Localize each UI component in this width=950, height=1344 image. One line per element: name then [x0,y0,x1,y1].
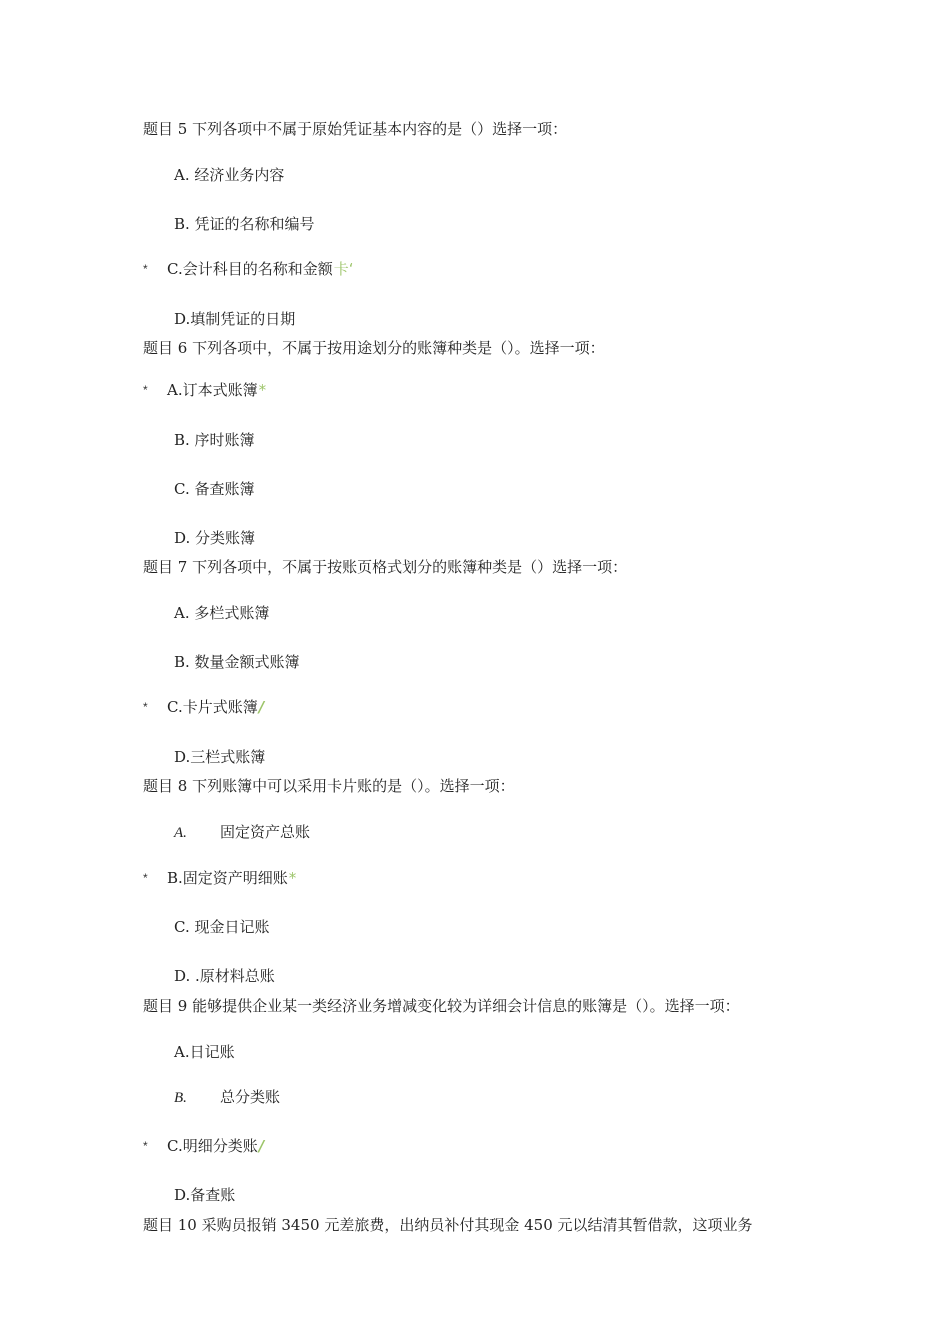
q8-selected-star: * [143,871,148,885]
q9-option-c [167,1136,264,1156]
q8-option-b [167,868,296,888]
q7-selected-star: * [143,700,148,714]
q8-option-d: D. .原材料总账 [174,967,275,985]
q6-option-d: D. 分类账簿 [174,529,256,547]
q9-option-c-label: C.明细分类账 [167,1137,258,1155]
q8-option-a-letter: A. [174,825,187,841]
q8-option-a-text: 固定资产总账 [220,823,311,841]
question-6-title: 题目 6 下列各项中，不属于按用途划分的账簿种类是（）。选择一项： [143,339,605,357]
q7-option-c [167,697,264,717]
q8-option-c: C. 现金日记账 [174,918,270,936]
question-9-title: 题目 9 能够提供企业某一类经济业务增减变化较为详细会计信息的账簿是（）。选择一项： [143,997,740,1015]
q6-option-c: C. 备查账簿 [174,480,255,498]
q8-option-b-label: B.固定资产明细账 [167,869,288,887]
q9-check-icon: / [258,1137,265,1155]
q9-option-a: A.日记账 [174,1043,235,1061]
q5-option-b: B. 凭证的名称和编号 [174,215,315,233]
question-7-title: 题目 7 下列各项中，不属于按账页格式划分的账簿种类是（）选择一项： [143,558,628,576]
q9-option-b [174,1087,280,1108]
q5-correct-mark: 卡‘ [333,260,354,278]
q9-option-b-letter: B. [174,1090,187,1106]
question-5-title: 题目 5 下列各项中不属于原始凭证基本内容的是（）选择一项： [143,120,568,138]
q6-option-a-label: A.订本式账簿 [167,381,258,399]
q8-option-a [174,822,310,843]
q5-option-c [167,259,354,279]
q6-option-b: B. 序时账簿 [174,431,255,449]
q5-option-d: D.填制凭证的日期 [174,310,296,328]
q6-option-a [167,380,266,400]
q7-check-icon: / [258,698,265,716]
q6-selected-star: * [143,383,148,397]
q7-option-b: B. 数量金额式账簿 [174,653,300,671]
q9-option-b-text: 总分类账 [220,1088,281,1106]
q9-option-d: D.备查账 [174,1186,236,1204]
q5-option-a: A. 经济业务内容 [174,166,285,184]
q5-selected-star: * [143,262,148,276]
q7-option-c-label: C.卡片式账簿 [167,698,258,716]
question-8-title: 题目 8 下列账簿中可以采用卡片账的是（）。选择一项： [143,777,515,795]
q5-option-c-label: C.会计科目的名称和金额 [167,260,333,278]
q6-correct-mark: * [258,381,267,399]
q7-option-d: D.三栏式账簿 [174,748,266,766]
q8-correct-mark: * [288,869,297,887]
question-10-title: 题目 10 采购员报销 3450 元差旅费，出纳员补付其现金 450 元以结清其暂借款，这项业务 [143,1216,753,1234]
q7-option-a: A. 多栏式账簿 [174,604,270,622]
q9-selected-star: * [143,1139,148,1153]
